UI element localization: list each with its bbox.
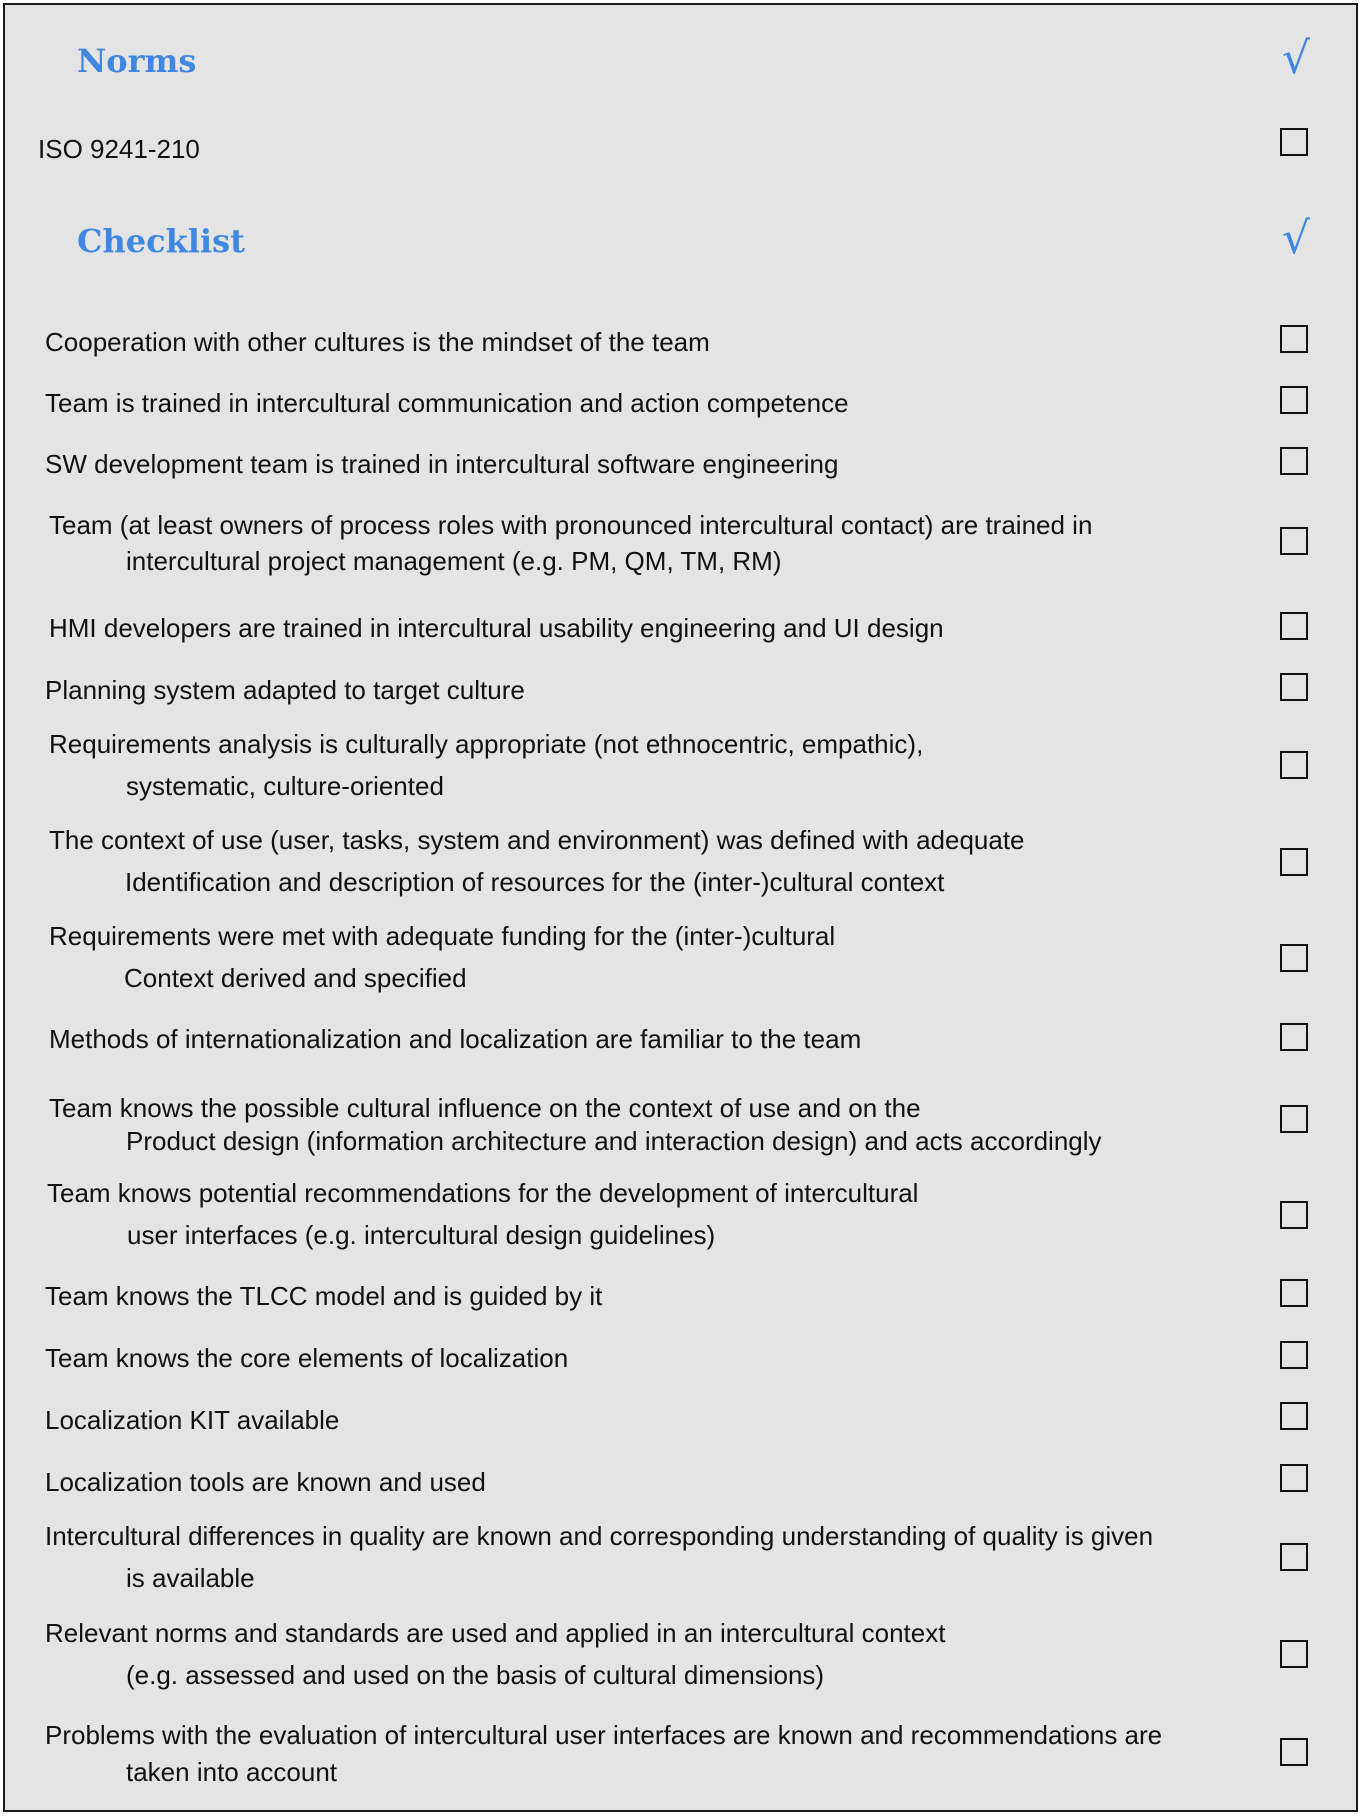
checklist-item-label: Intercultural differences in quality are known and corresponding understanding of quality is given: [45, 1521, 1154, 1551]
checklist-item-label: Team knows potential recommendations for the development of intercultural: [47, 1178, 919, 1208]
checklist-item-label: Team knows the core elements of localization: [45, 1343, 569, 1373]
checklist-item-checkbox[interactable]: [1280, 1640, 1308, 1668]
checklist-item-checkbox[interactable]: [1280, 1464, 1308, 1492]
checklist-item-label-continued: intercultural project management (e.g. PM, QM, TM, RM): [126, 546, 782, 576]
checklist-item-label: Team knows the possible cultural influence on the context of use and on the: [49, 1093, 921, 1123]
norm-item-checkbox[interactable]: [1280, 128, 1308, 156]
checklist-item-label-continued: Identification and description of resources for the (inter-)cultural context: [125, 867, 945, 897]
checklist-item-checkbox[interactable]: [1280, 848, 1308, 876]
checklist-item-label-continued: Context derived and specified: [124, 963, 467, 993]
checklist-item-label-continued: taken into account: [126, 1757, 338, 1787]
checklist-item-checkbox[interactable]: [1280, 1023, 1308, 1051]
checklist-item-label-continued: Product design (information architecture and interaction design) and acts accordingly: [126, 1126, 1102, 1156]
checklist-panel: [3, 3, 1358, 1812]
checklist-item-label: The context of use (user, tasks, system and environment) was defined with adequate: [49, 825, 1025, 855]
checklist-check-mark-icon: √: [1281, 213, 1311, 264]
checklist-item-label: Relevant norms and standards are used and applied in an intercultural context: [45, 1618, 946, 1648]
checklist-item-label-continued: user interfaces (e.g. intercultural design guidelines): [127, 1220, 716, 1250]
checklist-item-checkbox[interactable]: [1280, 1341, 1308, 1369]
checklist-item-label: Team (at least owners of process roles with pronounced intercultural contact) are trained in: [49, 510, 1093, 540]
checklist-item-checkbox[interactable]: [1280, 527, 1308, 555]
checklist-item-label: Team knows the TLCC model and is guided by it: [45, 1281, 603, 1311]
checklist-item-checkbox[interactable]: [1280, 386, 1308, 414]
checklist-item-checkbox[interactable]: [1280, 1201, 1308, 1229]
checklist-item-label: Team is trained in intercultural communication and action competence: [45, 388, 849, 418]
checklist-item-label: Requirements analysis is culturally appropriate (not ethnocentric, empathic),: [49, 729, 924, 759]
norm-item-label: ISO 9241-210: [38, 134, 200, 164]
checklist-item-checkbox[interactable]: [1280, 1105, 1308, 1133]
checklist-item-checkbox[interactable]: [1280, 447, 1308, 475]
checklist-item-checkbox[interactable]: [1280, 944, 1308, 972]
checklist-item-checkbox[interactable]: [1280, 751, 1308, 779]
checklist-heading: Checklist: [77, 222, 245, 260]
norms-heading: Norms: [77, 42, 197, 80]
checklist-item-label: Localization tools are known and used: [45, 1467, 486, 1497]
checklist-item-label: Cooperation with other cultures is the mindset of the team: [45, 327, 710, 357]
checklist-item-label: SW development team is trained in intercultural software engineering: [45, 449, 839, 479]
checklist-item-checkbox[interactable]: [1280, 1279, 1308, 1307]
checklist-item-label-continued: systematic, culture-oriented: [126, 771, 444, 801]
checklist-item-checkbox[interactable]: [1280, 1738, 1308, 1766]
checklist-item-label: Problems with the evaluation of intercultural user interfaces are known and recommendations are: [45, 1720, 1163, 1750]
checklist-item-label-continued: is available: [126, 1563, 255, 1593]
checklist-item-label: Methods of internationalization and localization are familiar to the team: [49, 1024, 862, 1054]
checklist-item-checkbox[interactable]: [1280, 612, 1308, 640]
checklist-item-label: Requirements were met with adequate funding for the (inter-)cultural: [49, 921, 836, 951]
checklist-item-label: HMI developers are trained in intercultural usability engineering and UI design: [49, 613, 944, 643]
checklist-item-checkbox[interactable]: [1280, 1543, 1308, 1571]
checklist-item-label-continued: (e.g. assessed and used on the basis of cultural dimensions): [126, 1660, 825, 1690]
checklist-item-checkbox[interactable]: [1280, 673, 1308, 701]
checklist-item-checkbox[interactable]: [1280, 325, 1308, 353]
checklist-item-checkbox[interactable]: [1280, 1402, 1308, 1430]
norms-check-mark-icon: √: [1281, 33, 1311, 84]
checklist-item-label: Localization KIT available: [45, 1405, 340, 1435]
checklist-item-label: Planning system adapted to target culture: [45, 675, 525, 705]
